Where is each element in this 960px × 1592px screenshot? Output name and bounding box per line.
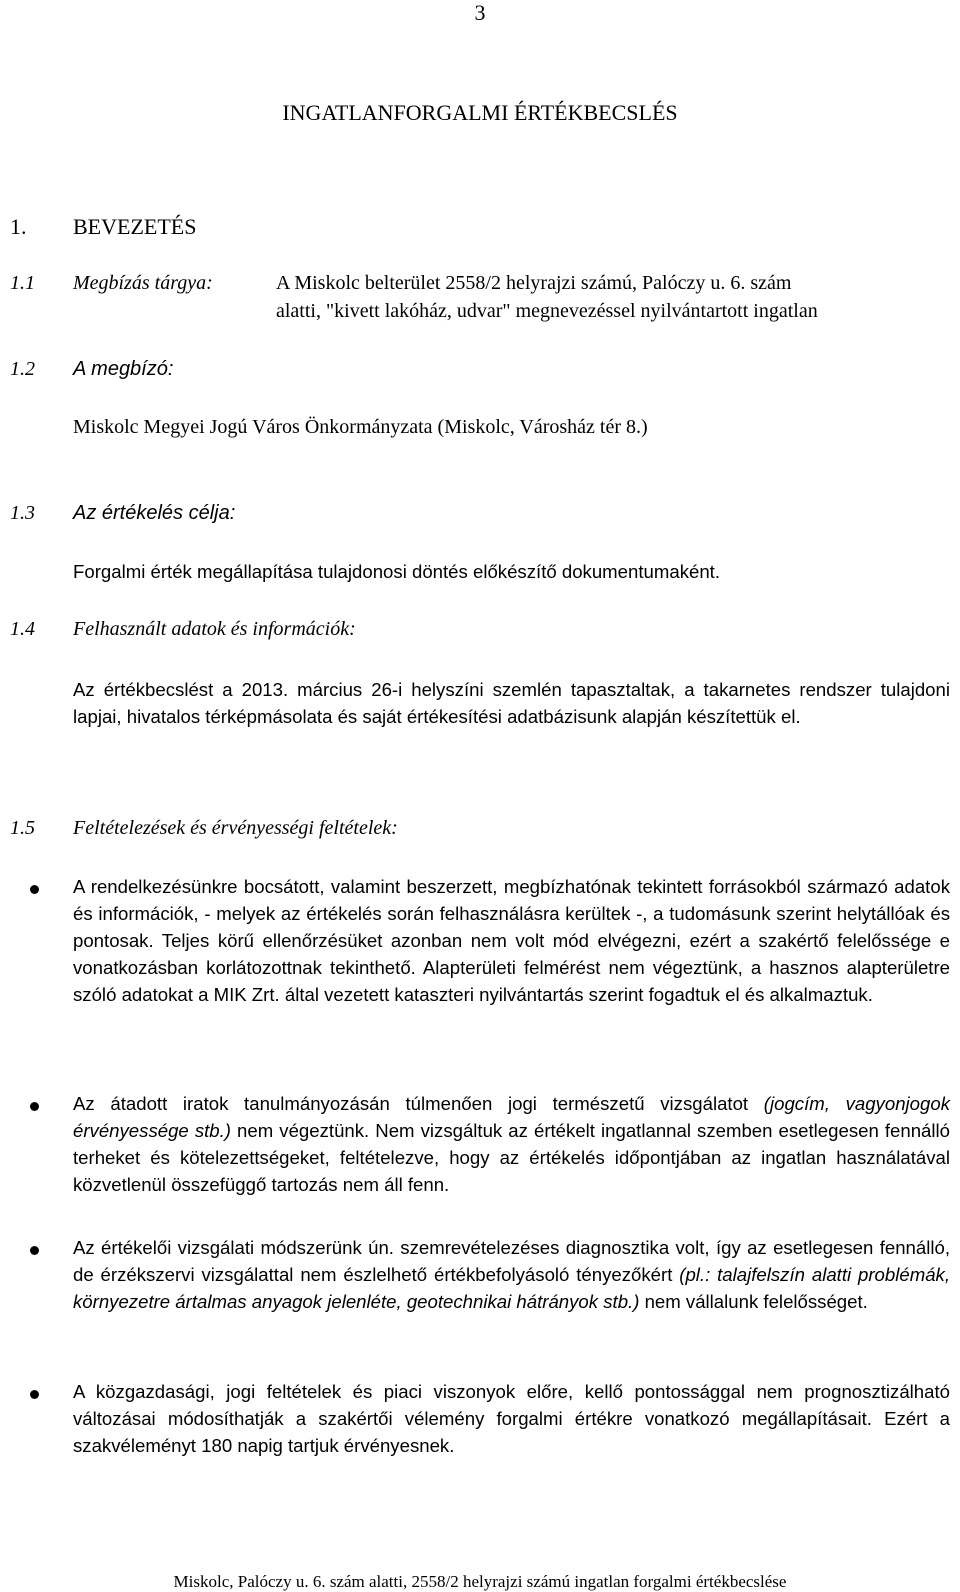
- document-title: INGATLANFORGALMI ÉRTÉKBECSLÉS: [282, 100, 678, 125]
- bullet-icon: [30, 1246, 39, 1255]
- section-1-3-number: 1.3: [10, 502, 35, 524]
- section-1-4-label: Felhasznált adatok és információk:: [73, 618, 356, 640]
- assumption-paragraph-2: [73, 1090, 950, 1198]
- section-1-2-label: A megbízó:: [73, 358, 174, 380]
- assignment-subject-line-1: A Miskolc belterület 2558/2 helyrajzi számú, Palóczy u. 6. szám: [276, 272, 792, 294]
- assumption-2-text-a: Az átadott iratok tanulmányozásán túlmenően jogi természetű vizsgálatot: [73, 1093, 764, 1114]
- chapter-heading: [10, 214, 196, 240]
- page-number: 3: [474, 0, 486, 25]
- assumption-2-text-b: nem végeztünk. Nem vizsgáltuk az értékelt ingatlannal szemben esetlegesen fennálló terheket és kötelezettségeket, feltételezve, hogy az értékelés időpontjában az ingatlan használatával közvetlenül összefüggő tartozás nem áll fenn.: [73, 1120, 951, 1195]
- assignment-subject-line-2: alatti, "kivett lakóház, udvar" megnevezéssel nyilvántartott ingatlan: [276, 300, 818, 322]
- section-1-2-number: 1.2: [10, 358, 35, 380]
- section-1-4-number: 1.4: [10, 618, 35, 640]
- assumption-3-text-a: Az értékelői vizsgálati módszerünk ún. szemrevételezéses diagnosztika volt, így az esetlegesen fennálló, de érzékszervi vizsgálattal nem észlelhető értékbefolyásoló tényezőkért: [73, 1237, 950, 1285]
- assumption-paragraph-4: A közgazdasági, jogi feltételek és piaci viszonyok előre, kellő pontossággal nem prognosztizálható változásai módosíthatják a szakértői vélemény forgalmi értékre vonatkozó megállapításait. Ezért a szakvéleményt 180 napig tartjuk érvényesnek.: [73, 1381, 950, 1456]
- chapter-label: BEVEZETÉS: [73, 214, 197, 239]
- valuation-purpose-text: Forgalmi érték megállapítása tulajdonosi döntés előkészítő dokumentumaként.: [73, 561, 721, 582]
- assumption-3-italic: (pl.: talajfelszín alatti problémák, környezetre ártalmas anyagok jelenléte, geotechnikai hátrányok stb.): [73, 1264, 950, 1312]
- section-1-1-number: 1.1: [10, 272, 35, 294]
- assumption-3-text-b: nem vállalunk felelősséget.: [639, 1291, 868, 1312]
- client-text: Miskolc Megyei Jogú Város Önkormányzata (Miskolc, Városház tér 8.): [73, 416, 648, 438]
- section-1-1-label: Megbízás tárgya:: [73, 272, 213, 294]
- data-sources-paragraph: Az értékbecslést a 2013. március 26-i helyszíni szemlén tapasztaltak, a takarnetes rendszer tulajdoni lapjai, hivatalos térképmásolata és saját értékesítési adatbázisunk alapján készítettük el.: [73, 679, 950, 727]
- page-footer: Miskolc, Palóczy u. 6. szám alatti, 2558/2 helyrajzi számú ingatlan forgalmi értékbecslése: [173, 1572, 787, 1591]
- bullet-icon: [30, 1102, 39, 1111]
- section-1-5-label: Feltételezések és érvényességi feltételek:: [73, 817, 398, 839]
- section-1-3-label: Az értékelés célja:: [73, 502, 236, 524]
- chapter-number: 1.: [10, 214, 27, 239]
- bullet-icon: [30, 885, 39, 894]
- bullet-icon: [30, 1390, 39, 1399]
- assumption-paragraph-3: [73, 1234, 950, 1315]
- assumption-2-italic: (jogcím, vagyonjogok érvényessége stb.): [73, 1093, 950, 1141]
- assumption-paragraph-1: A rendelkezésünkre bocsátott, valamint beszerzett, megbízhatónak tekintett forrásokból származó adatok és információk, - melyek az értékelés során felhasználásra kerültek -, a tudomásunk szerint helytállóak és pontosak. Teljes körű ellenőrzésüket azonban nem volt mód elvégezni, ezért a szakértő felelőssége e vonatkozásban korlátozottnak tekinthető. Alapterületi felmérést nem végeztünk, a hasznos alapterületre szóló adatokat a MIK Zrt. által vezetett kataszteri nyilvántartás szerint fogadtuk el és alkalmaztuk.: [73, 876, 950, 1005]
- section-1-5-number: 1.5: [10, 817, 35, 839]
